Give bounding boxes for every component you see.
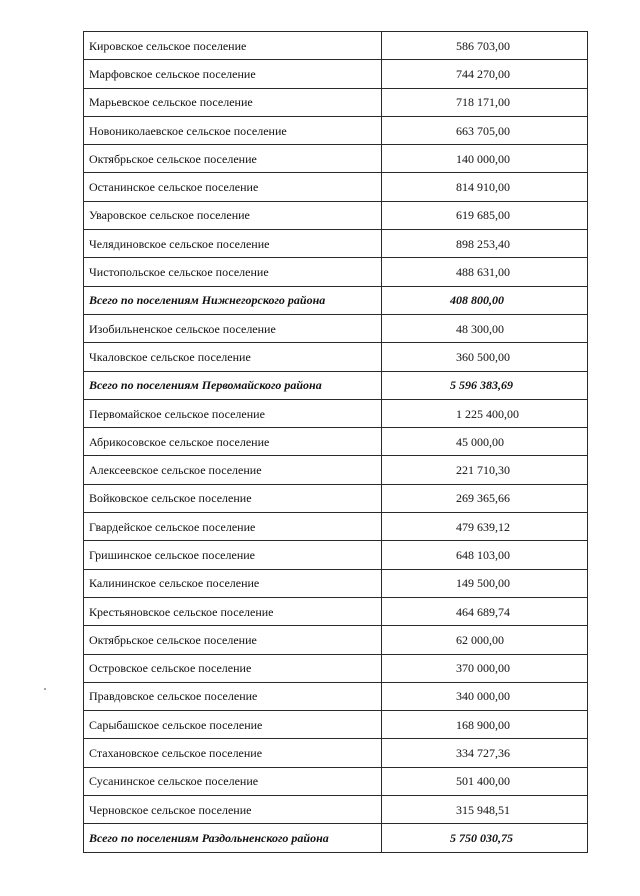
settlement-name: Первомайское сельское поселение bbox=[84, 399, 382, 427]
settlement-name: Калининское сельское поселение bbox=[84, 569, 382, 597]
settlement-amount: 464 689,74 bbox=[382, 597, 588, 625]
table-row bbox=[84, 258, 588, 286]
table-row bbox=[84, 484, 588, 512]
settlement-name: Кировское сельское поселение bbox=[84, 32, 382, 60]
settlement-name: Крестьяновское сельское поселение bbox=[84, 597, 382, 625]
total-row bbox=[84, 371, 588, 399]
settlement-amount: 269 365,66 bbox=[382, 484, 588, 512]
settlement-amount: 1 225 400,00 bbox=[382, 399, 588, 427]
settlement-name: Марьевское сельское поселение bbox=[84, 88, 382, 116]
settlement-amount: 360 500,00 bbox=[382, 343, 588, 371]
table-row bbox=[84, 767, 588, 795]
table-row bbox=[84, 173, 588, 201]
table-row bbox=[84, 60, 588, 88]
table-row bbox=[84, 682, 588, 710]
settlement-name: Войковское сельское поселение bbox=[84, 484, 382, 512]
table-row bbox=[84, 796, 588, 824]
table-row bbox=[84, 88, 588, 116]
settlement-amount: 488 631,00 bbox=[382, 258, 588, 286]
table-row bbox=[84, 201, 588, 229]
settlement-amount: 586 703,00 bbox=[382, 32, 588, 60]
settlement-amount: 619 685,00 bbox=[382, 201, 588, 229]
table-row bbox=[84, 597, 588, 625]
table-row bbox=[84, 314, 588, 342]
settlement-amount: 221 710,30 bbox=[382, 456, 588, 484]
total-label: Всего по поселениям Первомайского района bbox=[84, 371, 382, 399]
settlement-amount: 140 000,00 bbox=[382, 145, 588, 173]
table-row bbox=[84, 399, 588, 427]
table-row bbox=[84, 145, 588, 173]
settlement-name: Черновское сельское поселение bbox=[84, 796, 382, 824]
settlement-amount: 149 500,00 bbox=[382, 569, 588, 597]
settlement-amount: 45 000,00 bbox=[382, 428, 588, 456]
settlement-name: Чистопольское сельское поселение bbox=[84, 258, 382, 286]
total-amount: 5 750 030,75 bbox=[382, 824, 588, 852]
settlement-name: Абрикосовское сельское поселение bbox=[84, 428, 382, 456]
settlement-name: Чкаловское сельское поселение bbox=[84, 343, 382, 371]
settlement-amount: 501 400,00 bbox=[382, 767, 588, 795]
settlement-amount: 744 270,00 bbox=[382, 60, 588, 88]
settlement-amount: 663 705,00 bbox=[382, 116, 588, 144]
total-amount: 5 596 383,69 bbox=[382, 371, 588, 399]
table-row bbox=[84, 32, 588, 60]
table-row bbox=[84, 569, 588, 597]
settlement-name: Уваровское сельское поселение bbox=[84, 201, 382, 229]
total-label: Всего по поселениям Раздольненского района bbox=[84, 824, 382, 852]
table-row bbox=[84, 230, 588, 258]
settlement-name: Стахановское сельское поселение bbox=[84, 739, 382, 767]
settlement-name: Челядиновское сельское поселение bbox=[84, 230, 382, 258]
settlement-name: Гвардейское сельское поселение bbox=[84, 513, 382, 541]
table-row bbox=[84, 513, 588, 541]
settlement-amount: 370 000,00 bbox=[382, 654, 588, 682]
table-row bbox=[84, 654, 588, 682]
total-row bbox=[84, 824, 588, 852]
allocation-table bbox=[83, 31, 588, 853]
settlement-name: Островское сельское поселение bbox=[84, 654, 382, 682]
table-body bbox=[84, 32, 588, 853]
table-row bbox=[84, 711, 588, 739]
settlement-amount: 168 900,00 bbox=[382, 711, 588, 739]
settlement-name: Алексеевское сельское поселение bbox=[84, 456, 382, 484]
settlement-amount: 334 727,36 bbox=[382, 739, 588, 767]
settlement-name: Октябрьское сельское поселение bbox=[84, 626, 382, 654]
settlement-name: Сусанинское сельское поселение bbox=[84, 767, 382, 795]
table-row bbox=[84, 739, 588, 767]
settlement-amount: 648 103,00 bbox=[382, 541, 588, 569]
table-row bbox=[84, 541, 588, 569]
settlement-name: Сарыбашское сельское поселение bbox=[84, 711, 382, 739]
settlement-name: Останинское сельское поселение bbox=[84, 173, 382, 201]
settlement-name: Правдовское сельское поселение bbox=[84, 682, 382, 710]
settlement-name: Гришинское сельское поселение bbox=[84, 541, 382, 569]
settlement-amount: 898 253,40 bbox=[382, 230, 588, 258]
settlement-name: Октябрьское сельское поселение bbox=[84, 145, 382, 173]
table-row bbox=[84, 456, 588, 484]
settlement-amount: 48 300,00 bbox=[382, 314, 588, 342]
table-row bbox=[84, 343, 588, 371]
settlement-name: Новониколаевское сельское поселение bbox=[84, 116, 382, 144]
settlement-amount: 479 639,12 bbox=[382, 513, 588, 541]
table-row bbox=[84, 428, 588, 456]
settlement-amount: 315 948,51 bbox=[382, 796, 588, 824]
settlement-name: Марфовское сельское поселение bbox=[84, 60, 382, 88]
scan-speck bbox=[44, 688, 46, 690]
settlement-amount: 62 000,00 bbox=[382, 626, 588, 654]
settlement-amount: 718 171,00 bbox=[382, 88, 588, 116]
settlement-amount: 340 000,00 bbox=[382, 682, 588, 710]
total-amount: 408 800,00 bbox=[382, 286, 588, 314]
settlement-amount: 814 910,00 bbox=[382, 173, 588, 201]
total-row bbox=[84, 286, 588, 314]
settlement-name: Изобильненское сельское поселение bbox=[84, 314, 382, 342]
table-row bbox=[84, 626, 588, 654]
table-row bbox=[84, 116, 588, 144]
total-label: Всего по поселениям Нижнегорского района bbox=[84, 286, 382, 314]
